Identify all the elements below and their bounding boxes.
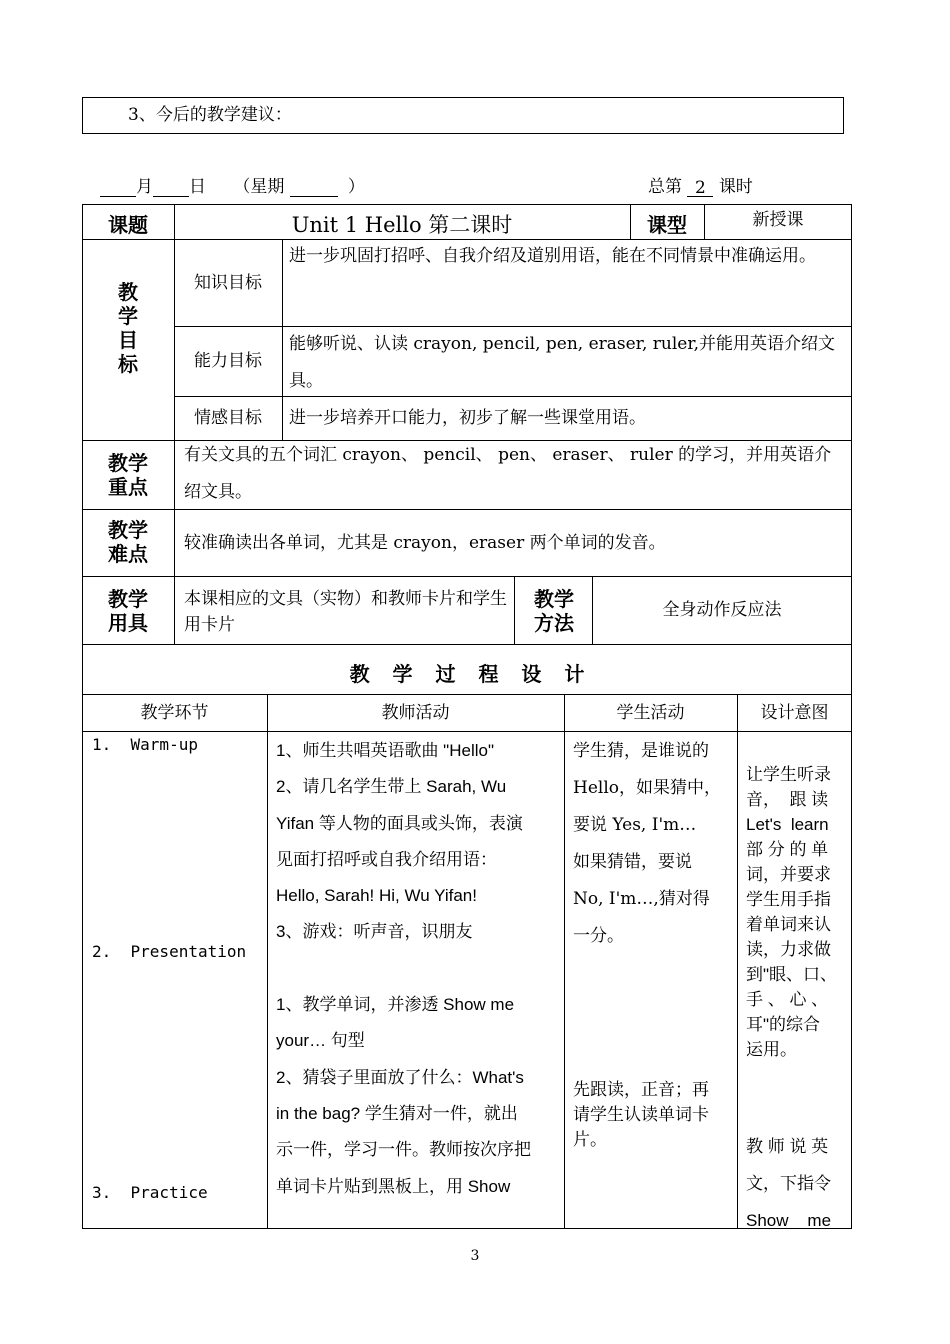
intent-2 [746,1128,831,1239]
teacher-line: 示一件，学习一件。教师按次序把 [276,1140,531,1160]
teacher-line: in the bag? 学生猜对一件，就出 [276,1103,518,1123]
student-activity-2 [573,1078,709,1153]
total-lesson [648,172,753,197]
student-line: 片。 [573,1130,607,1150]
teacher-line: Hello, Sarah! Hi, Wu Yifan! [276,886,477,906]
date-line [100,172,365,197]
intent-line: Let's learn [746,815,829,834]
objective-text-emotion: 进一步培养开口能力，初步了解一些课堂用语。 [289,408,646,428]
intent-line: 运用。 [746,1040,797,1059]
teacher-line: 见面打招呼或自我介绍用语： [276,849,497,869]
student-activity-1 [573,733,721,955]
objective-text-ability: 能够听说、认读 crayon, pencil, pen, eraser, ruler,并能用英语介绍文具。 [289,334,835,391]
teacher-line: 3、游戏：听声音，识朋友 [276,922,473,942]
student-line: 如果猜错，要说 [573,852,692,872]
difficulties-text: 较准确读出各单词，尤其是 crayon，eraser 两个单词的发音。 [184,533,666,553]
student-line: No, I'm…,猜对得 [573,889,710,909]
process-title: 教 学 过 程 设 计 [349,662,585,686]
student-line: 一分。 [573,926,624,946]
type-label: 课型 [647,213,687,237]
weekday-close: ） [347,177,365,197]
teacher-line: 2、请几名学生带上 Sarah, Wu [276,777,507,797]
stage-presentation: 2. Presentation [92,942,247,961]
intent-line: 让学生听录 [746,765,831,784]
teacher-line [276,951,531,987]
key-points-text: 有关文具的五个词汇 crayon、 pencil、 pen、 eraser、 ruler 的学习，并用英语介绍文具。 [184,445,832,502]
col-header-stage: 教学环节 [140,703,209,723]
teacher-line: 1、师生共唱英语歌曲 "Hello" [276,741,494,760]
topic-label: 课题 [108,213,148,237]
objective-text-knowledge: 进一步巩固打招呼、自我介绍及道别用语，能在不同情景中准确运用。 [289,246,816,266]
method-value: 全身动作反应法 [662,600,782,620]
student-line: Hello，如果猜中， [573,778,721,798]
method-label: 教学方法 [534,587,574,635]
day-blank [153,178,189,197]
lesson-number: 2 [687,178,713,197]
intent-line: 词，并要求 [746,865,831,884]
topic-value: Unit 1 Hello 第二课时 [291,213,513,237]
difficulties-label: 教学难点 [108,518,148,566]
intent-line: 学生用手指 [746,890,831,909]
tools-label: 教学用具 [108,587,148,635]
teacher-line: Yifan 等人物的面具或头饰，表演 [276,813,523,833]
student-line: 要说 Yes, I'm… [573,815,697,835]
objective-name-ability: 能力目标 [194,351,262,371]
weekday-open: （星期 [233,177,285,197]
intent-line: 部 分 的 单 [746,840,829,859]
total-prefix: 总第 [648,177,682,197]
student-line: 学生猜，是谁说的 [573,741,709,761]
col-header-teacher: 教师活动 [381,703,450,723]
intent-line: 文，下指令 [746,1174,831,1193]
intent-line: 耳"的综合 [746,1015,821,1034]
teacher-activity [276,733,531,1205]
teacher-line: 1、教学单词，并渗透 Show me [276,995,515,1015]
col-header-student: 学生活动 [616,703,685,723]
tools-text: 本课相应的文具（实物）和教师卡片和学生用卡片 [184,589,507,635]
intent-line: 到"眼、口、 [746,965,838,984]
intent-line: 手 、 心 、 [746,990,829,1009]
key-points-label: 教学重点 [108,451,148,499]
objectives-label: 教学目标 [118,280,138,376]
intent-line: 教 师 说 英 [746,1137,829,1156]
month-label: 月 [136,177,153,197]
weekday-blank [290,178,338,197]
month-blank [100,178,136,197]
type-value: 新授课 [752,210,804,230]
objective-name-emotion: 情感目标 [194,408,262,428]
objective-name-knowledge: 知识目标 [194,273,262,293]
top-note: 3、今后的教学建议： [128,105,292,125]
day-label: 日 [189,177,206,197]
intent-line: 读，力求做 [746,940,831,959]
teacher-line: 单词卡片贴到黑板上，用 Show [276,1176,511,1196]
page-number: 3 [470,1248,480,1264]
teacher-line: 2、猜袋子里面放了什么：What's [276,1067,524,1087]
student-line: 请学生认读单词卡 [573,1105,709,1125]
intent-line: 着单词来认 [746,915,831,934]
intent-line: 音， 跟 读 [746,790,829,809]
teacher-line: your… 句型 [276,1031,365,1051]
stage-practice: 3. Practice [92,1183,208,1202]
stage-warm-up: 1. Warm-up [92,735,198,754]
student-line: 先跟读，正音；再 [573,1080,709,1100]
intent-line: Show me [746,1211,832,1230]
total-suffix: 课时 [718,177,753,197]
intent-1 [746,762,837,1062]
col-header-intent: 设计意图 [760,703,829,723]
